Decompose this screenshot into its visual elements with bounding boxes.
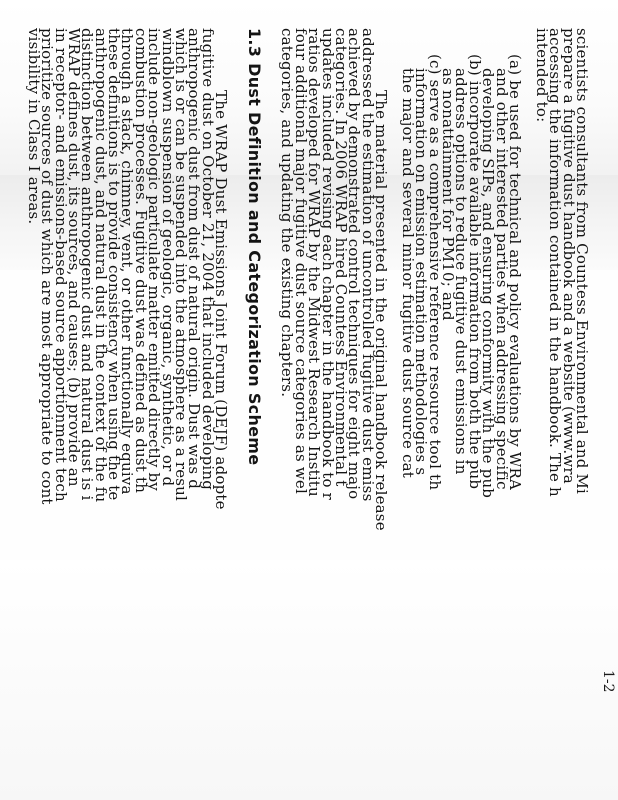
text-line: prepare a fugitive dust handbook and a website (www.wra	[559, 28, 578, 484]
list-item	[479, 28, 525, 800]
text-line: windblown suspension of geologic, organic, synthetic, or d	[158, 28, 177, 487]
text-line: include non-geologic particulate matter emitted directly by	[145, 28, 164, 491]
text-line: (a) be used for technical and policy evaluations by WRA	[506, 54, 525, 491]
text-line: categories, and updating the existing chapters.	[278, 28, 297, 398]
text-line: The material presented in the original handbook release	[372, 90, 391, 531]
text-line: WRAP defines dust, its sources, and causes; (b) provide an	[64, 28, 83, 487]
text-line: updates included revising each chapter in the handbook to r	[318, 28, 337, 501]
text-line: combustion processes. Fugitive dust was defined as dust th	[131, 28, 150, 494]
text-line: through a stack, chimney, vent, or other functionally equiva	[118, 28, 137, 495]
list-item	[398, 28, 444, 800]
text-line: and other interested parties when addressing specific	[492, 68, 511, 490]
text-line: accessing the information contained in the handbook. The h	[546, 28, 565, 497]
text-line: categories. In 2006 WRAP hired Countess Environmental t	[331, 28, 350, 487]
text-line: prioritize sources of dust which are most appropriate to cont	[38, 28, 57, 505]
text-line: (c) serve as a comprehensive reference resource tool th	[425, 54, 444, 491]
text-line: addressed the estimation of uncontrolled fugitive dust emiss	[358, 28, 377, 502]
text-line: (b) incorporate available information from both the pub	[465, 54, 484, 490]
text-line: intended to:	[532, 28, 551, 123]
text-line: as nonattainment for PM10; and	[439, 68, 458, 321]
handbook-release-paragraph	[278, 28, 391, 800]
text-line: The WRAP Dust Emissions Joint Forum (DEJF) adopte	[212, 90, 231, 510]
intro-paragraph	[532, 28, 591, 800]
text-line: information on emission estimation methodologies s	[412, 68, 431, 476]
purpose-list	[398, 28, 525, 800]
page-number: 1-2	[600, 670, 616, 693]
text-line: distinction between anthropogenic dust and natural dust is i	[78, 28, 97, 501]
dust-definition-paragraph	[24, 28, 231, 800]
text-line: ratios developed for WRAP by the Midwest Research Institu	[305, 28, 324, 497]
text-line: four additional major fugitive dust source categories as wel	[291, 28, 310, 494]
text-line: scientists consultants from Countess Environmental and Mi	[573, 28, 591, 495]
text-line: these definitions is to provide consistency when using the te	[105, 28, 124, 501]
text-line: anthropogenic dust from dust of natural origin. Dust was d	[185, 28, 204, 490]
section-heading: 1.3 Dust Definition and Categorization Scheme	[244, 28, 264, 466]
text-line: the major and several minor fugitive dust source cat	[398, 68, 417, 479]
text-line: developing SIPs, and ensuring conformity with the pub	[479, 68, 498, 499]
text-line: visibility in Class I areas.	[24, 28, 43, 225]
text-line: in receptor- and emissions-based source apportionment tech	[51, 28, 70, 502]
text-line: fugitive dust on October 21, 2004 that included developing	[198, 28, 217, 491]
list-item	[439, 28, 484, 800]
text-line: address options to reduce fugitive dust emissions in	[452, 68, 471, 475]
handbook-text	[24, 28, 591, 800]
text-line: achieved by demonstrated control techniques for eight majo	[345, 28, 364, 500]
text-line: which is or can be suspended into the atmosphere as a resul	[172, 28, 191, 502]
text-line: anthropogenic dust, and natural dust in the context of the fu	[91, 28, 110, 503]
